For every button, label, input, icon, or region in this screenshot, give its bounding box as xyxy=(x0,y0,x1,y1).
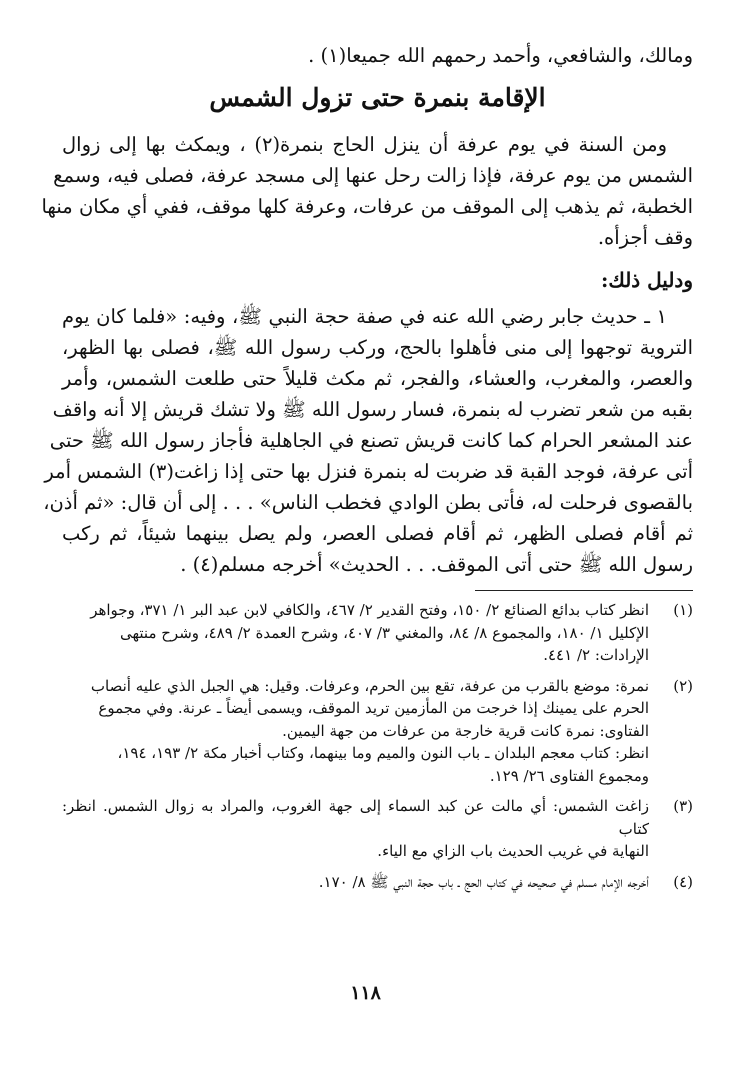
paragraph-2-cont xyxy=(43,332,693,580)
footnote-number: (١) xyxy=(673,601,693,619)
footnote xyxy=(62,599,693,667)
paragraph-1-cont xyxy=(41,160,693,253)
paragraph-2-line: رسول الله ﷺ حتى أتى الموقف. . . الحديث» أخرجه مسلم(٤) . xyxy=(180,553,693,576)
paragraph-1 xyxy=(62,129,693,160)
footnote-text xyxy=(62,675,649,788)
footnote-number: (٢) xyxy=(673,676,693,695)
footnote-text xyxy=(62,599,649,667)
paragraph-2-line: التروية توجهوا إلى منى فأهلوا بالحج، وركب رسول الله ﷺ، فصلى بها الظهر، xyxy=(62,336,693,359)
footnote-number: (٣) xyxy=(673,797,693,815)
footnote-number: (٤) xyxy=(673,872,693,891)
footnote-text xyxy=(62,871,649,894)
footnote-line: الفتاوى: نمرة كانت قرية خارجة من عرفات من جهة اليمين. xyxy=(282,721,649,740)
paragraph-1-line: ومن السنة في يوم عرفة أن ينزل الحاج بنمرة(٢) ، ويمكث بها إلى زوال xyxy=(62,133,668,156)
paragraph-2 xyxy=(62,301,693,332)
book-page xyxy=(41,40,693,1034)
paragraph-2-line: بالقصوى فرحلت له، فأتى بطن الوادي فخطب الناس» . . . إلى أن قال: «ثم أذن، xyxy=(43,491,693,514)
footnote-line: انظر: كتاب معجم البلدان ـ باب النون والميم وما بينهما، وكتاب أخبار مكة ٢/ ١٩٣، ١٩٤، xyxy=(117,744,649,762)
footnote xyxy=(62,871,693,894)
footnotes xyxy=(62,599,693,893)
paragraph-2-line: والعصر، والمغرب، والعشاء، والفجر، ثم مكث قليلاً حتى طلعت الشمس، وأمر xyxy=(62,367,693,390)
section-title: الإقامة بنمرة حتى تزول الشمس xyxy=(209,83,546,112)
footnote-line: ومجموع الفتاوى ٢٦/ ١٢٩. xyxy=(489,766,649,785)
paragraph-2-line: أتى عرفة، فوجد القبة قد ضربت له بنمرة فنزل بها حتى إذا زاغت(٣) الشمس أمر xyxy=(44,460,693,483)
page-number: ١١٨ xyxy=(350,982,381,1004)
footnote-line: الحرم على يمينك إذا خرجت من المأزمين تريد الموقف، ويسمى أيضاً ـ عرنة. وفي مجموع xyxy=(98,699,649,717)
footnote-separator xyxy=(475,590,693,591)
paragraph-2-line: ثم أقام فصلى الظهر، ثم أقام فصلى العصر، ولم يصل بينهما شيئاً، ثم ركب xyxy=(62,522,693,545)
footnote-line: الإكليل ١/ ١٨٠، والمجموع ٨/ ٨٤، والمغني ٣/ ٤٠٧، وشرح العمدة ٢/ ٤٨٩، وشرح منتهى xyxy=(119,623,649,642)
paragraph-2-line: عند المشعر الحرام كما كانت قريش تصنع في الجاهلية فأجاز رسول الله ﷺ حتى xyxy=(49,429,693,452)
paragraph-1-line: الشمس من يوم عرفة، فإذا زالت رحل عنها إلى مسجد عرفة، فصلى فيه، وسمع xyxy=(53,164,693,187)
footnote-line: أخرجه الإمام مسلم في صحيحه في كتاب الحج ـ باب حجة النبي ﷺ ٨/ ١٧٠. xyxy=(318,872,649,891)
footnote-line: الإرادات: ٢/ ٤٤١. xyxy=(543,646,649,664)
paragraph-2-line: بقبه من شعر تضرب له بنمرة، فسار رسول الله ﷺ ولا تشك قريش إلا أنه واقف xyxy=(52,398,693,421)
footnote-text xyxy=(62,795,649,863)
paragraph-1-line: الخطبة، ثم يذهب إلى الموقف من عرفات، وعرفة كلها موقف، ففي أي مكان منها xyxy=(41,195,693,218)
evidence-label: ودليل ذلك: xyxy=(600,268,693,292)
footnote-line: زاغت الشمس: أي مالت عن كبد السماء إلى جهة الغروب، والمراد به زوال الشمس. انظر: كتاب xyxy=(62,797,649,838)
footnote xyxy=(62,675,693,788)
lead-line-text: ومالك، والشافعي، وأحمد رحمهم الله جميعا(١) . xyxy=(308,44,693,67)
footnote xyxy=(62,795,693,863)
footnote-line: نمرة: موضع بالقرب من عرفة، تقع بين الحرم، وعرفات. وقيل: هي الجبل الذي عليه أنصاب xyxy=(90,676,649,695)
footnote-line: انظر كتاب بدائع الصنائع ٢/ ١٥٠، وفتح القدير ٢/ ٤٦٧، والكافي لابن عبد البر ١/ ٣٧١، وجواهر xyxy=(90,601,649,619)
lead-line xyxy=(62,40,693,71)
footnote-line: النهاية في غريب الحديث باب الزاي مع الياء. xyxy=(377,842,649,860)
paragraph-1-line: وقف أجزأه. xyxy=(597,226,693,249)
paragraph-2-line: ١ ـ حديث جابر رضي الله عنه في صفة حجة النبي ﷺ، وفيه: «فلما كان يوم xyxy=(62,305,667,328)
